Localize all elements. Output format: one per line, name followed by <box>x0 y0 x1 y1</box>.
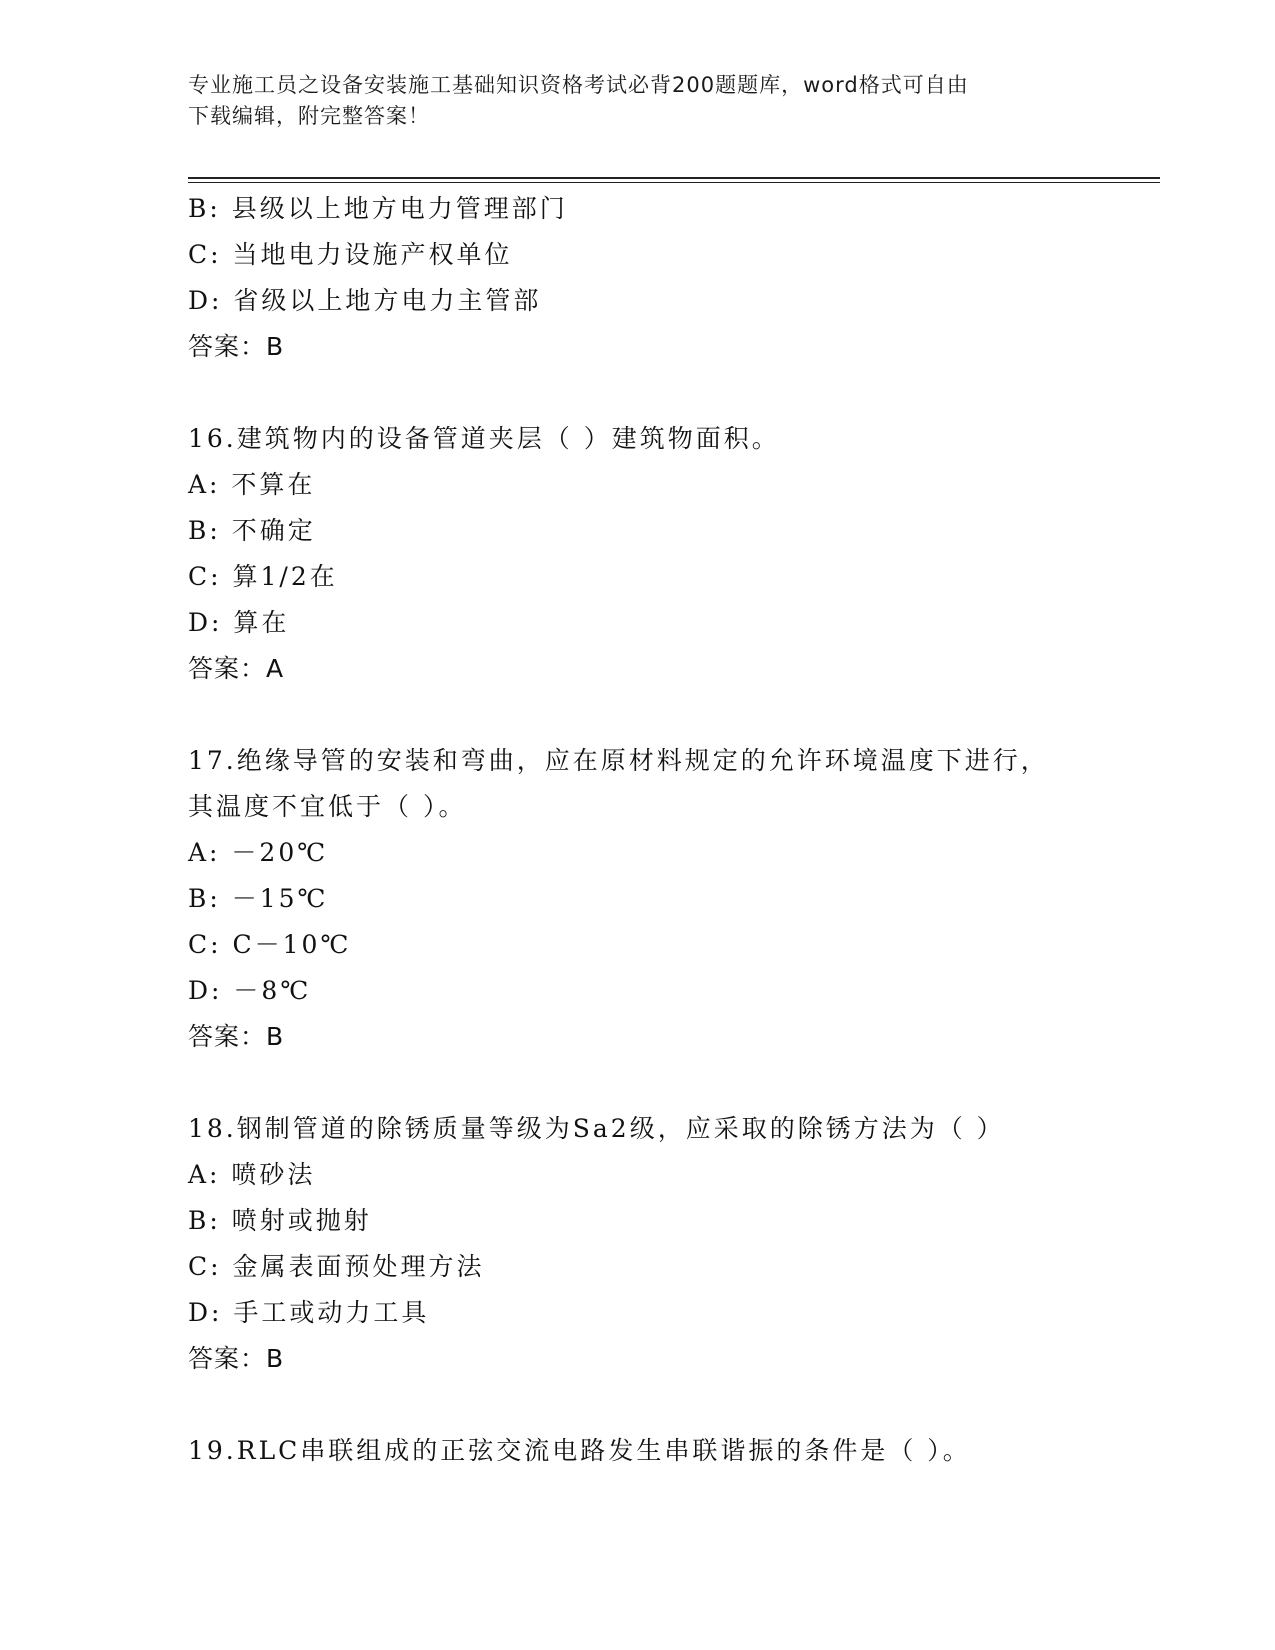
question-list <box>188 186 1148 1474</box>
option-c: C: 算1/2在 <box>188 562 338 591</box>
option-c: C: 金属表面预处理方法 <box>188 1252 485 1281</box>
option-d: D: 算在 <box>188 608 290 637</box>
option-c: C: C－10℃ <box>188 930 352 959</box>
question-19 <box>188 1428 1148 1474</box>
question-16 <box>188 416 1148 692</box>
option-b: B: 喷射或抛射 <box>188 1206 372 1235</box>
answer: 答案：B <box>188 1022 285 1051</box>
header-divider-thin <box>188 182 1160 183</box>
option-b: B: －15℃ <box>188 884 329 913</box>
option-c: C: 当地电力设施产权单位 <box>188 240 513 269</box>
option-d: D: 手工或动力工具 <box>188 1298 430 1327</box>
option-b: B: 县级以上地方电力管理部门 <box>188 194 568 223</box>
option-a: A: －20℃ <box>188 838 329 867</box>
header-divider-thick <box>188 177 1160 179</box>
question-18 <box>188 1106 1148 1382</box>
question-stem: 16.建筑物内的设备管道夹层（ ）建筑物面积。 <box>188 424 780 453</box>
option-b: B: 不确定 <box>188 516 316 545</box>
answer: 答案：B <box>188 1344 285 1373</box>
document-header <box>188 70 1088 132</box>
header-line-2: 下载编辑，附完整答案！ <box>188 104 430 128</box>
answer: 答案：B <box>188 332 285 361</box>
question-stem: 18.钢制管道的除锈质量等级为Sa2级，应采取的除锈方法为（ ） <box>188 1114 1005 1143</box>
option-d: D: 省级以上地方电力主管部 <box>188 286 542 315</box>
option-a: A: 喷砂法 <box>188 1160 316 1189</box>
answer: 答案：A <box>188 654 285 683</box>
question-stem: 19.RLC串联组成的正弦交流电路发生串联谐振的条件是（ ）。 <box>188 1436 971 1465</box>
question-stem-line-2: 其温度不宜低于（ ）。 <box>188 792 467 821</box>
option-d: D: －8℃ <box>188 976 312 1005</box>
option-a: A: 不算在 <box>188 470 316 499</box>
header-line-1: 专业施工员之设备安装施工基础知识资格考试必背200题题库，word格式可自由 <box>188 73 969 97</box>
question-17 <box>188 738 1148 1060</box>
question-15 <box>188 186 1148 370</box>
question-stem-line-1: 17.绝缘导管的安装和弯曲，应在原材料规定的允许环境温度下进行， <box>188 746 1049 775</box>
